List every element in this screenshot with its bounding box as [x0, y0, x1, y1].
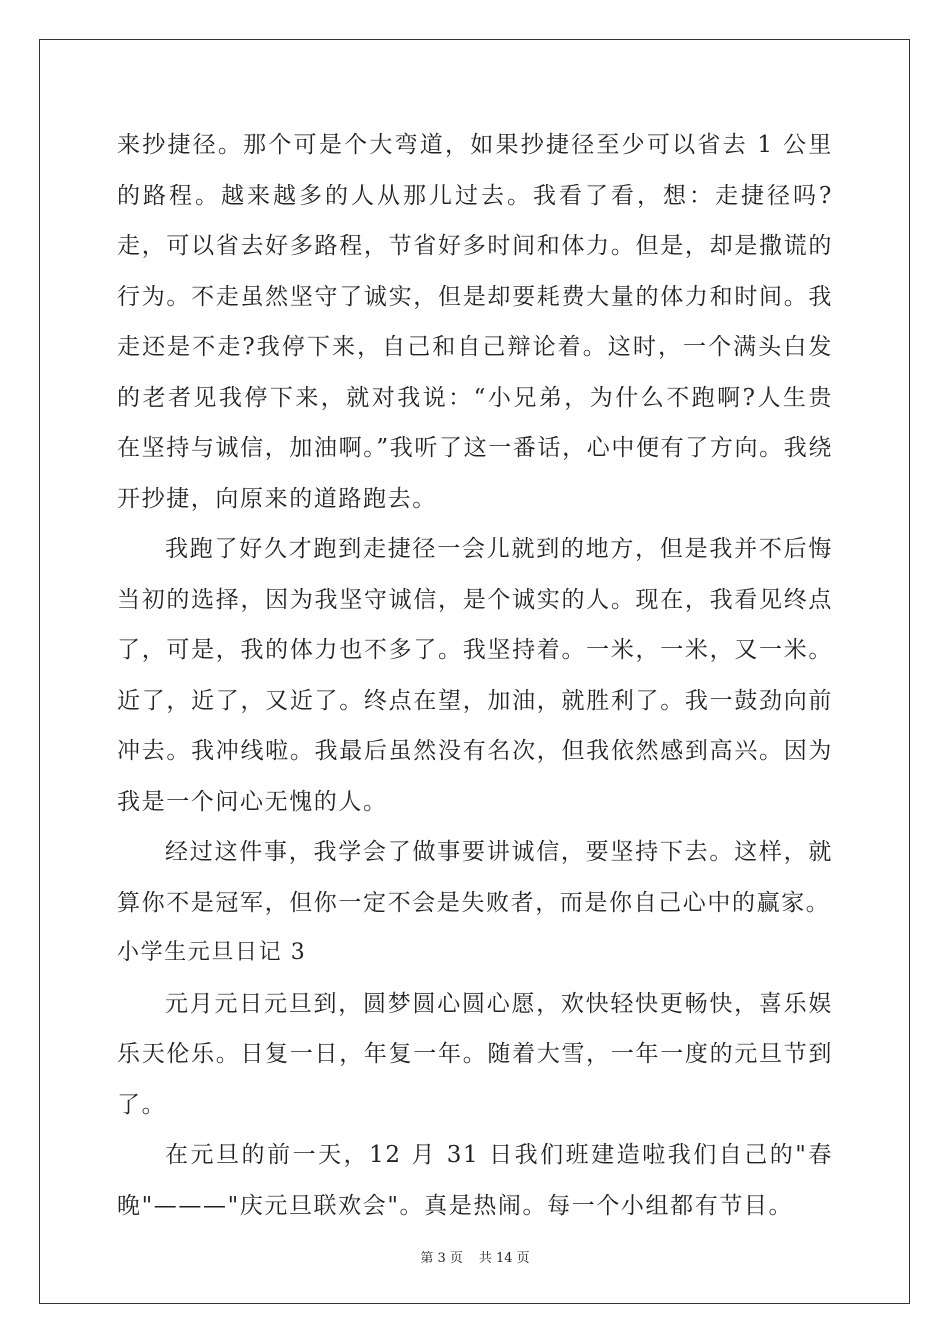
paragraph-1: 来抄捷径。那个可是个大弯道，如果抄捷径至少可以省去 1 公里的路程。越来越多的人从那儿过去。我看了看，想：走捷径吗?走，可以省去好多路程，节省好多时间和体力。但是，却是撒谎的行为。不走虽然坚守了诚实，但是却要耗费大量的体力和时间。我走还是不走?我停下来，自己和自己辩论着。这时，一个满头白发的老者见我停下来，就对我说：“小兄弟，为什么不跑啊?人生贵在坚持与诚信，加油啊。”我听了这一番话，心中便有了方向。我绕开抄捷，向原来的道路跑去。	[117, 132, 833, 512]
document-body	[117, 120, 833, 1231]
section-heading: 小学生元旦日记 3	[117, 940, 307, 965]
paragraph-3: 经过这件事，我学会了做事要讲诚信，要坚持下去。这样，就算你不是冠军，但你一定不会是失败者，而是你自己心中的赢家。	[117, 839, 833, 916]
page-footer	[0, 1247, 950, 1266]
page-number: 第 3 页	[420, 1251, 463, 1266]
paragraph-5: 在元旦的前一天，12 月 31 日我们班建造啦我们自己的"春晚"———"庆元旦联欢会"。真是热闹。每一个小组都有节目。	[117, 1142, 833, 1219]
paragraph-4: 元月元日元旦到，圆梦圆心圆心愿，欢快轻快更畅快，喜乐娱乐天伦乐。日复一日，年复一年。随着大雪，一年一度的元旦节到了。	[117, 990, 833, 1118]
paragraph-2: 我跑了好久才跑到走捷径一会儿就到的地方，但是我并不后悔当初的选择，因为我坚守诚信，是个诚实的人。现在，我看见终点了，可是，我的体力也不多了。我坚持着。一米，一米，又一米。近了，近了，又近了。终点在望，加油，就胜利了。我一鼓劲向前冲去。我冲线啦。我最后虽然没有名次，但我依然感到高兴。因为我是一个问心无愧的人。	[117, 536, 833, 815]
page-total: 共 14 页	[478, 1251, 530, 1266]
